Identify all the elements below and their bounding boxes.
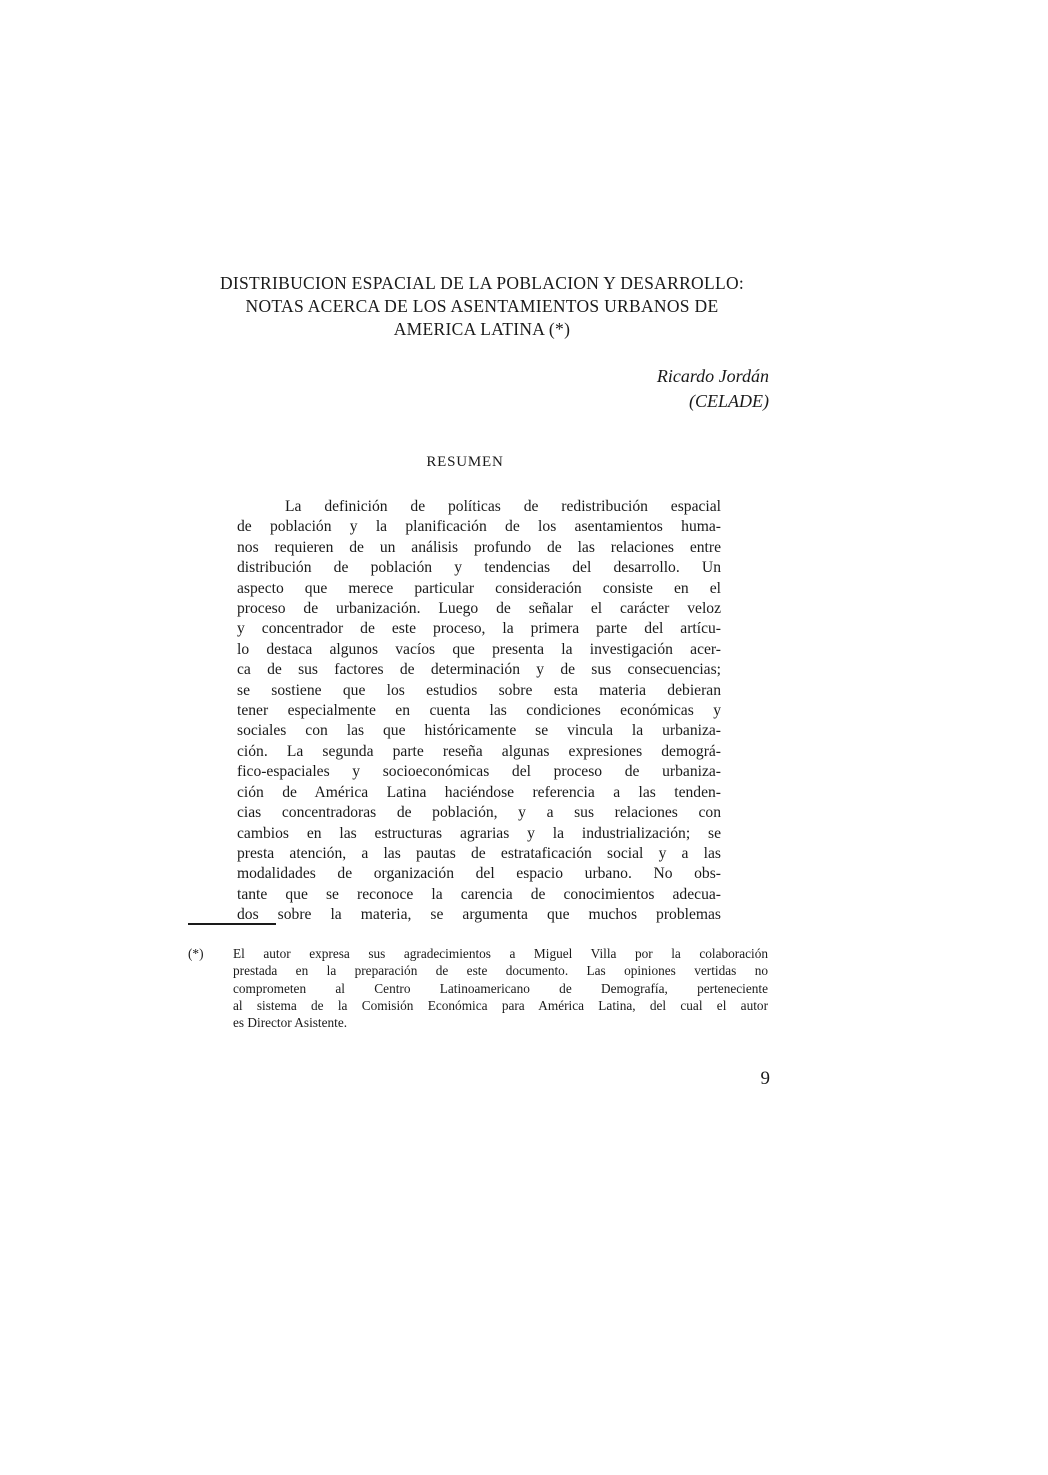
footnote-line: comprometen al Centro Latinoamericano de Demografía, perteneciente xyxy=(233,980,768,996)
abstract-line: se sostiene que los estudios sobre esta materia debieran xyxy=(237,681,721,699)
title-line: NOTAS ACERCA DE LOS ASENTAMIENTOS URBANOS DE xyxy=(245,296,719,316)
title-line: AMERICA LATINA (*) xyxy=(393,319,571,339)
abstract-line: presta atención, a las pautas de estrataficación social y a las xyxy=(237,844,721,862)
footnote-line: El autor expresa sus agradecimientos a Miguel Villa por la colaboración xyxy=(233,946,768,961)
author-block xyxy=(560,364,769,414)
abstract-paragraph xyxy=(237,497,721,926)
abstract-line: tante que se reconoce la carencia de conocimientos adecua- xyxy=(237,885,721,903)
abstract-line: nos requieren de un análisis profundo de las relaciones entre xyxy=(237,538,721,556)
footnote-line: al sistema de la Comisión Económica para América Latina, del cual el autor xyxy=(233,997,768,1013)
abstract-line: proceso de urbanización. Luego de señalar el carácter veloz xyxy=(237,600,721,618)
footnote xyxy=(188,945,768,1031)
article-title xyxy=(180,272,784,341)
section-heading: RESUMEN xyxy=(426,454,504,470)
abstract-line: ción. La segunda parte reseña algunas expresiones demográ- xyxy=(237,742,721,760)
abstract-line: sociales con las que históricamente se vincula la urbaniza- xyxy=(237,722,721,740)
abstract-line: La definición de políticas de redistribución espacial xyxy=(285,498,721,515)
page-number: 9 xyxy=(760,1068,770,1089)
abstract-line: modalidades de organización del espacio urbano. No obs- xyxy=(237,865,721,883)
footnote-line: es Director Asistente. xyxy=(233,1015,348,1031)
abstract-line: lo destaca algunos vacíos que presenta la investigación acer- xyxy=(237,640,721,658)
footnote-text xyxy=(233,945,768,1031)
abstract-line: ción de América Latina haciéndose referencia a las tenden- xyxy=(237,783,721,801)
abstract-line: y concentrador de este proceso, la primera parte del artícu- xyxy=(237,620,721,638)
abstract-line: cambios en las estructuras agrarias y la industrialización; se xyxy=(237,824,721,842)
author-name: Ricardo Jordán xyxy=(656,366,769,386)
abstract-line: aspecto que merece particular consideración consiste en el xyxy=(237,579,721,597)
abstract-line: fico-espaciales y socioeconómicas del proceso de urbaniza- xyxy=(237,763,721,781)
author-affiliation: (CELADE) xyxy=(689,391,769,411)
footnote-marker: (*) xyxy=(188,946,204,961)
abstract-line: tener especialmente en cuenta las condiciones económicas y xyxy=(237,702,721,720)
footnote-line: prestada en la preparación de este documento. Las opiniones vertidas no xyxy=(233,963,768,979)
abstract-line: distribución de población y tendencias del desarrollo. Un xyxy=(237,559,721,577)
abstract-line: ca de sus factores de determinación y de sus consecuencias; xyxy=(237,661,721,679)
abstract-line: cias concentradoras de población, y a sus relaciones con xyxy=(237,804,721,822)
title-line: DISTRIBUCION ESPACIAL DE LA POBLACION Y DESARROLLO: xyxy=(219,273,745,293)
footnote-divider xyxy=(188,923,276,925)
abstract-line: dos sobre la materia, se argumenta que muchos problemas xyxy=(237,906,721,924)
abstract-line: de población y la planificación de los asentamientos huma- xyxy=(237,518,721,536)
